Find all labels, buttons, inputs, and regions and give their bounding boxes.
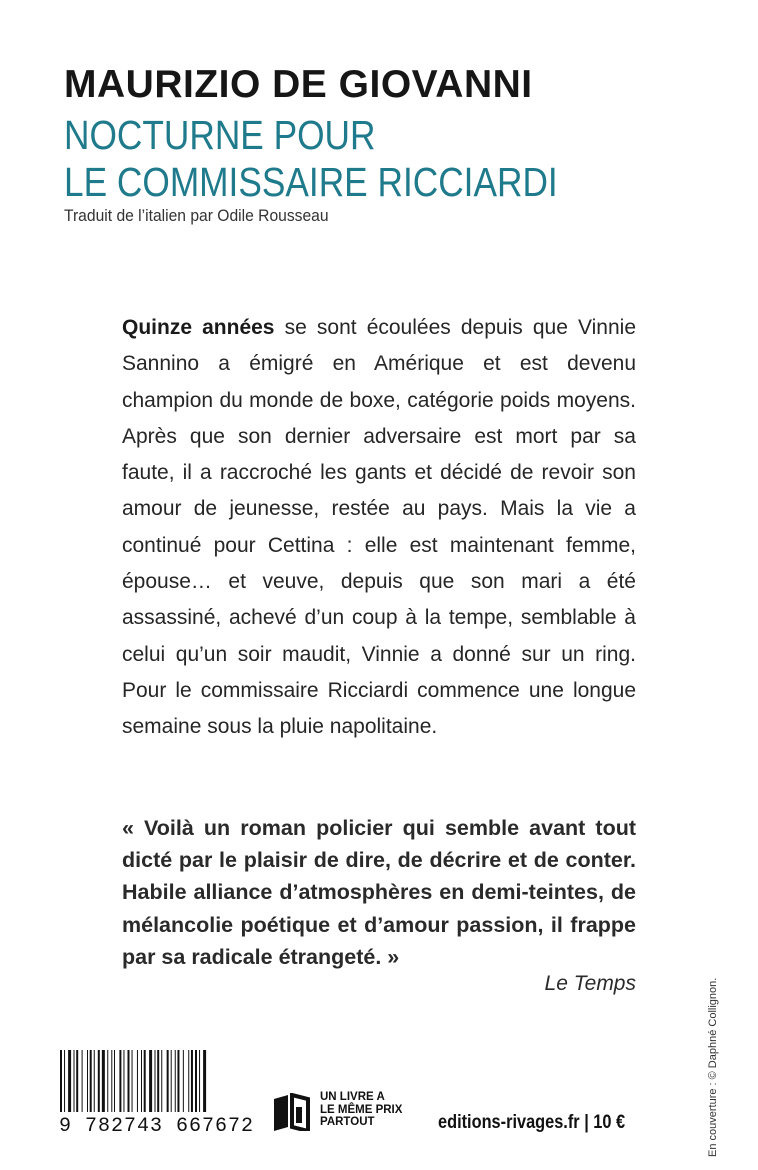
- barcode-bar: [149, 1050, 152, 1112]
- barcode-bar: [199, 1050, 200, 1112]
- publisher-and-price: editions-rivages.fr | 10 €: [438, 1112, 626, 1133]
- barcode-bars: [58, 1050, 246, 1114]
- book-title: [64, 112, 558, 206]
- isbn-number: 9 782743 667672: [59, 1115, 255, 1138]
- book-title-line-1: NOCTURNE POUR: [64, 112, 376, 158]
- barcode-bar: [68, 1050, 71, 1112]
- barcode-bar: [94, 1050, 95, 1112]
- barcode-bar: [107, 1050, 108, 1112]
- barcode-bar: [137, 1050, 138, 1112]
- barcode-bar: [102, 1050, 105, 1112]
- barcode-bar: [98, 1050, 100, 1112]
- cover-credit: En couverture : © Daphné Collignon.: [707, 977, 719, 1157]
- barcode-bar: [128, 1050, 130, 1112]
- barcode-bar: [171, 1050, 172, 1112]
- book-title-line-2: LE COMMISSAIRE RICCIARDI: [64, 159, 558, 205]
- barcode-bar: [203, 1050, 206, 1112]
- barcode-bar: [132, 1050, 133, 1112]
- barcode-bar: [74, 1050, 75, 1112]
- translator-credit: Traduit de l’italien par Odile Rousseau: [64, 206, 329, 225]
- review-quote: « Voilà un roman policier qui semble avant tout dicté par le plaisir de dire, de décrire et de conter. Habile alliance d’atmosphères en demi-teintes, de mélancolie poétique et d’amour passion, il frappe par sa radicale étrangeté. »: [122, 816, 636, 969]
- barcode-bar: [195, 1050, 197, 1112]
- barcode-bar: [161, 1050, 162, 1112]
- barcode-bar: [119, 1050, 121, 1112]
- open-book-logo-icon: [272, 1093, 312, 1136]
- barcode-bar: [183, 1050, 184, 1112]
- summary-lead: Quinze années: [122, 316, 275, 339]
- barcode-bar: [155, 1050, 156, 1112]
- barcode-bar: [60, 1050, 62, 1112]
- author-name: MAURIZIO DE GIOVANNI: [64, 63, 533, 106]
- barcode-bar: [87, 1050, 88, 1112]
- barcode-bar: [167, 1050, 169, 1112]
- barcode-bar: [114, 1050, 115, 1112]
- barcode-bar: [111, 1050, 112, 1112]
- barcode-bar: [144, 1050, 146, 1112]
- barcode-bar: [82, 1050, 83, 1112]
- barcode-bar: [64, 1050, 65, 1112]
- barcode-bar: [90, 1050, 92, 1112]
- barcode-bar: [175, 1050, 176, 1112]
- barcode-bar: [177, 1050, 179, 1112]
- summary-text: se sont écoulées depuis que Vinnie Sannino a émigré en Amérique et est devenu champion du monde de boxe, catégorie poids moyens. Après que son dernier adversaire est mort par sa faute, il a raccroché les gants et décidé de revoir son amour de jeunesse, restée au pays. Mais la vie a continué pour Cettina : elle est maintenant femme, épouse… et veuve, depuis que son mari a été assassiné, achevé d’un coup à la tempe, semblable à celui qu’un soir maudit, Vinnie a donné sur un ring. Pour le commissaire Ricciardi commence une longue semaine sous la pluie napolitaine.: [122, 316, 637, 739]
- barcode-bar: [76, 1050, 78, 1112]
- same-price-slogan: UN LIVRE A LE MÊME PRIX PARTOUT: [320, 1091, 403, 1128]
- barcode-bar: [157, 1050, 159, 1112]
- barcode-bar: [141, 1050, 142, 1112]
- barcode-bar: [191, 1050, 193, 1112]
- summary-paragraph: [122, 310, 636, 746]
- barcode-bar: [123, 1050, 124, 1112]
- review-source: Le Temps: [544, 972, 636, 995]
- barcode-bar: [188, 1050, 189, 1112]
